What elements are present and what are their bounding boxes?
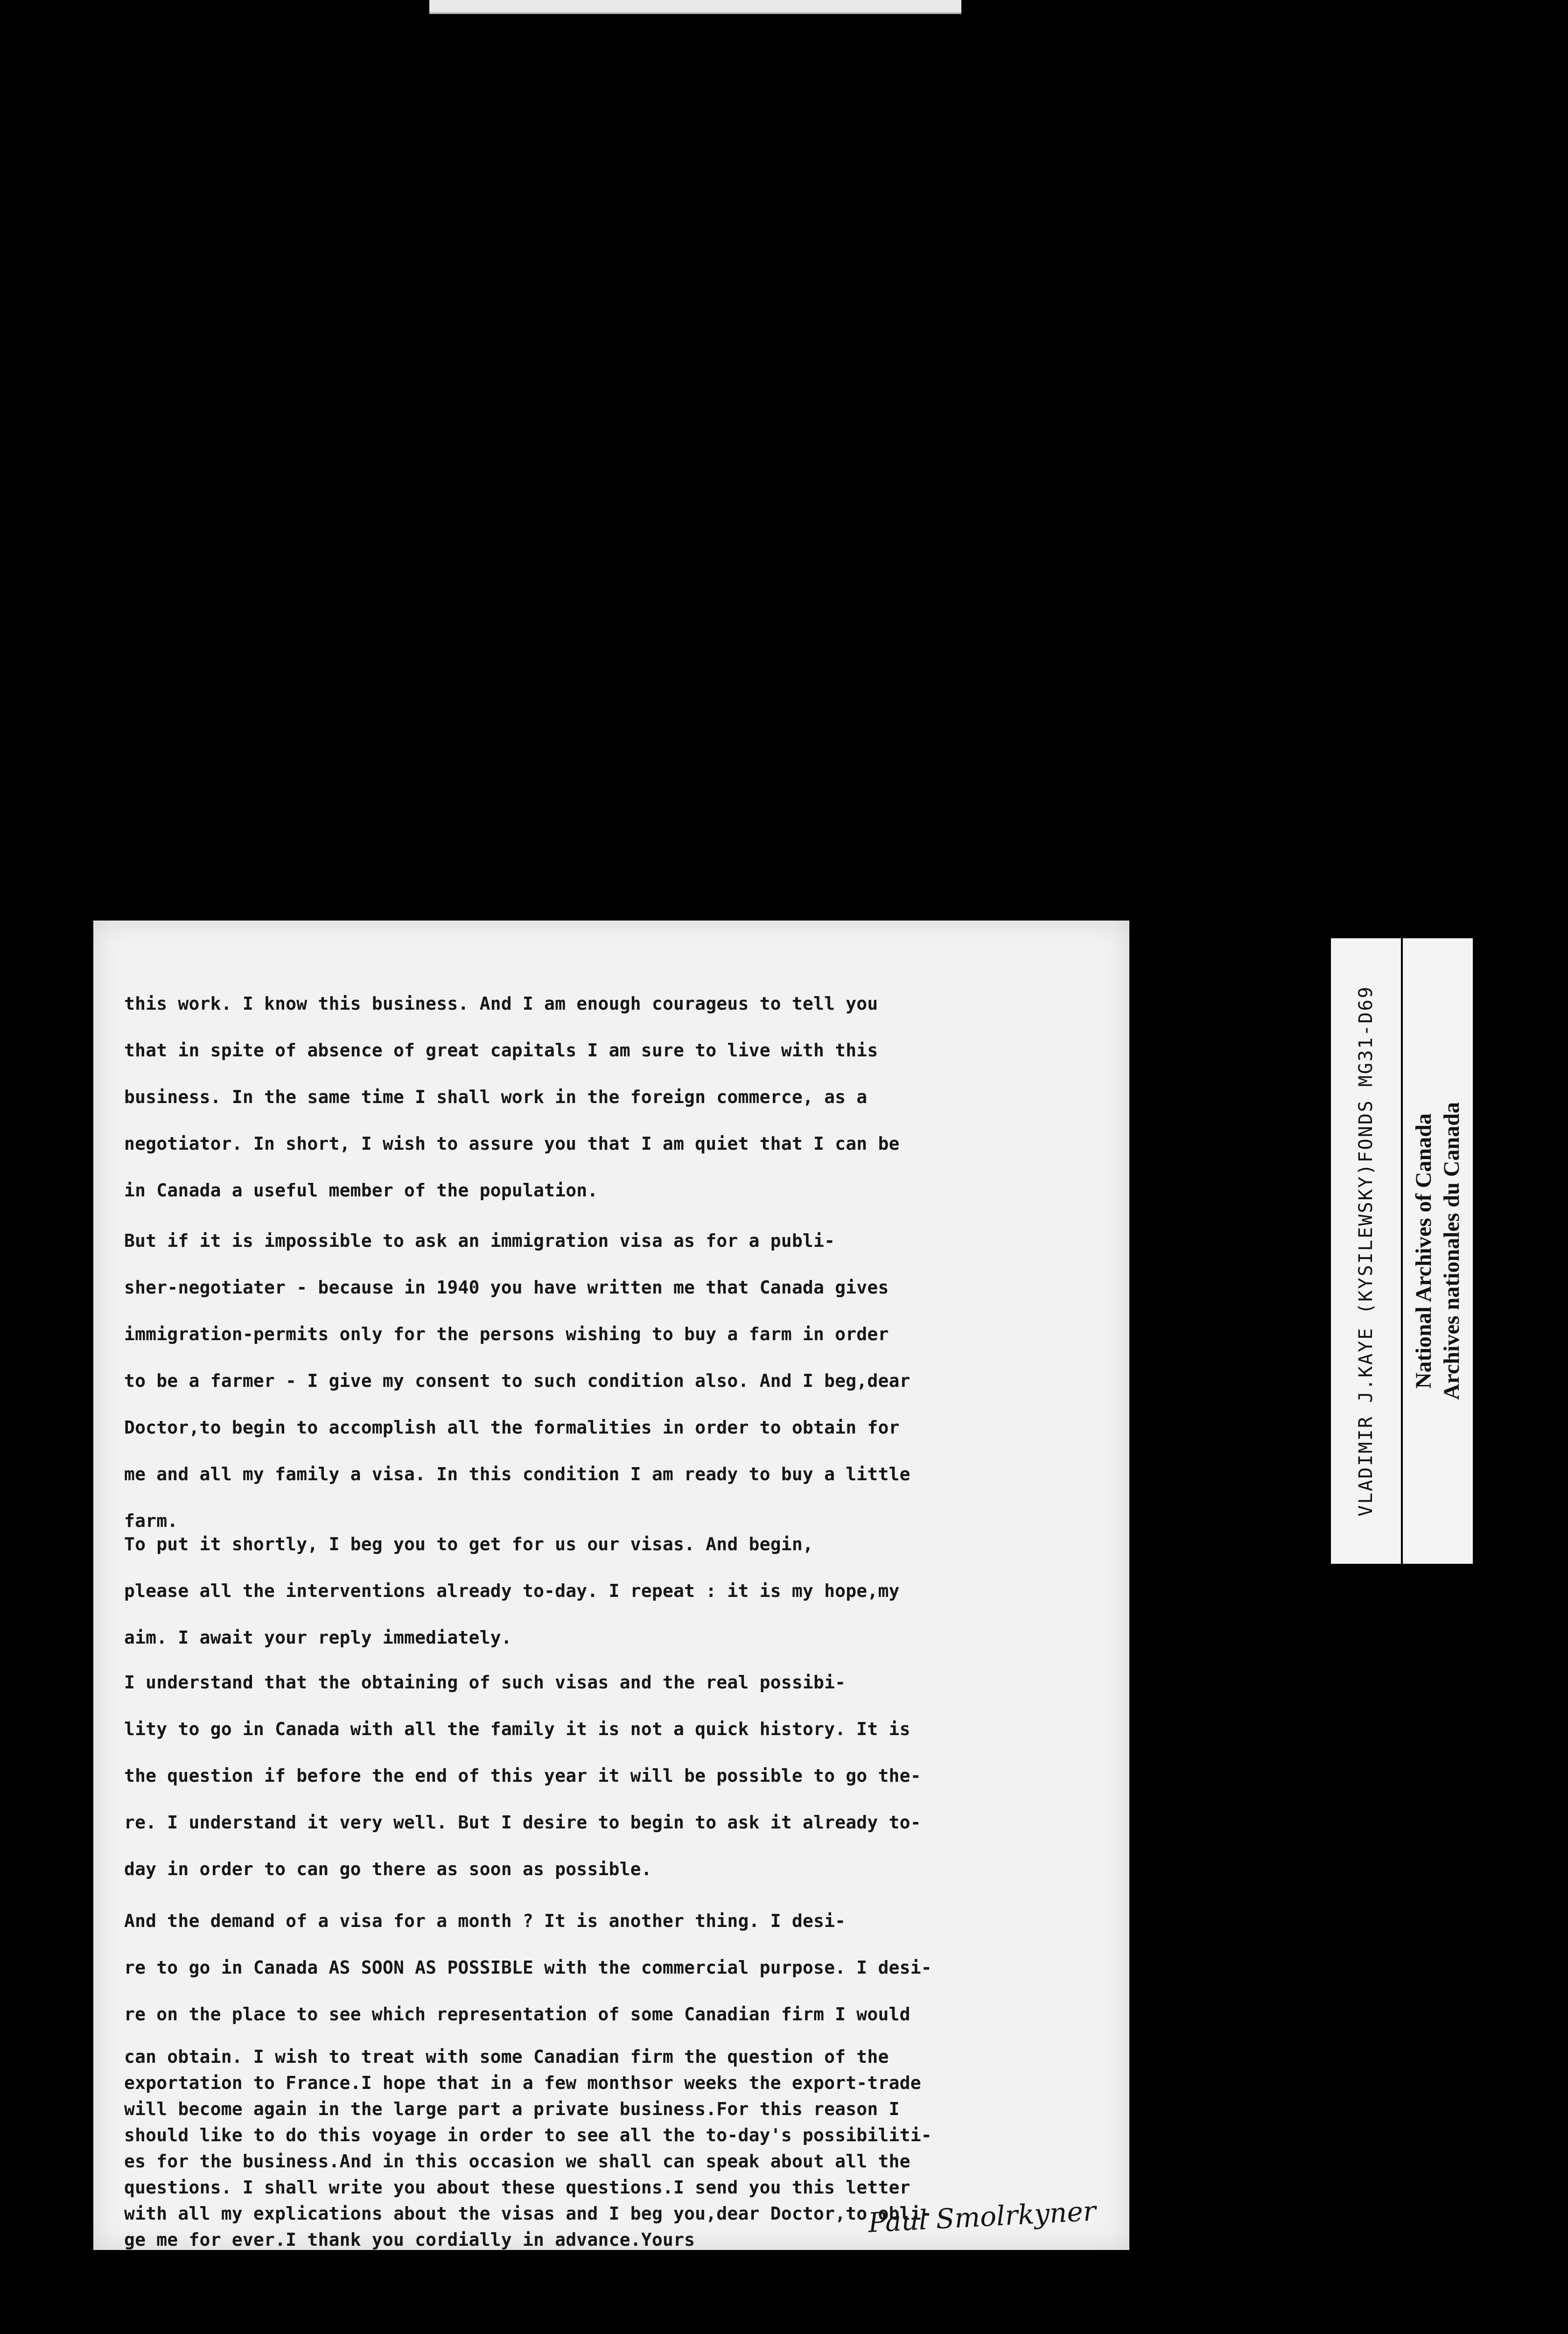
top-film-strip bbox=[429, 0, 961, 14]
institution-name-en: National Archives of Canada bbox=[1411, 1113, 1436, 1389]
letter-paragraph-1: this work. I know this business. And I am enough courageus to tell you that in spite of absence of great capitals I am sure to live with this business. In the same time I shall work in the foreign commerce, as a negotiator. In short, I wish to assure you that I am quiet that I can be in Canada a useful member of the population. bbox=[124, 993, 900, 1201]
letter-paragraph-2: But if it is impossible to ask an immigration visa as for a publi- sher-negotiater - because in 1940 you have written me that Canada gives immigration-permits only for the persons wishing to buy a farm in order to be a farmer - I give my consent to such condition also. And I beg,dear Doctor,to begin to accomplish all the formalities in order to obtain for me and all my family a visa. In this condition I am ready to buy a little farm. bbox=[124, 1230, 910, 1531]
letter-paragraph-3: To put it shortly, I beg you to get for us our visas. And begin, please all the interventions already to-day. I repeat : it is my hope,my aim. I await your reply immediately. bbox=[124, 1534, 900, 1648]
institution-name-fr: Archives nationales du Canada bbox=[1439, 1102, 1464, 1400]
letter-paragraph-4: I understand that the obtaining of such visas and the real possibi- lity to go in Canada with all the family it is not a quick history. It is the question if before the end of this year it will be possible to go the- re. I understand it very well. But I desire to begin to ask it already to- day in order to can go there as soon as possible. bbox=[124, 1672, 921, 1879]
letter-paragraph-6: can obtain. I wish to treat with some Canadian firm the question of the exportation to France.I hope that in a few monthsor weeks the export-trade will become again in the large part a private business.For this reason I should like to do this voyage in order to see all the to-day's possibiliti- es for the business.And in this occasion we shall can speak about all the questions. I shall write you about these questions.I send you this letter with all my explications about the visas and I beg you,dear Doctor,to obli- ge me for ever.I thank you cordially in advance.Yours bbox=[124, 2046, 932, 2250]
letter-paragraph-5: And the demand of a visa for a month ? It is another thing. I desi- re to go in Canada AS SOON AS POSSIBLE with the commercial purpose. I desi- re on the place to see which representation of some Canadian firm I would bbox=[124, 1911, 932, 2025]
fonds-label-text: VLADIMIR J.KAYE (KYSILEWSKY)FONDS MG31-D69 bbox=[1355, 985, 1377, 1517]
archive-institution-label bbox=[1403, 938, 1473, 1564]
archive-fonds-label bbox=[1331, 938, 1401, 1564]
handwritten-signature: Paul Smolrkyner bbox=[867, 2195, 1097, 2239]
institution-label-text bbox=[1410, 1102, 1466, 1400]
